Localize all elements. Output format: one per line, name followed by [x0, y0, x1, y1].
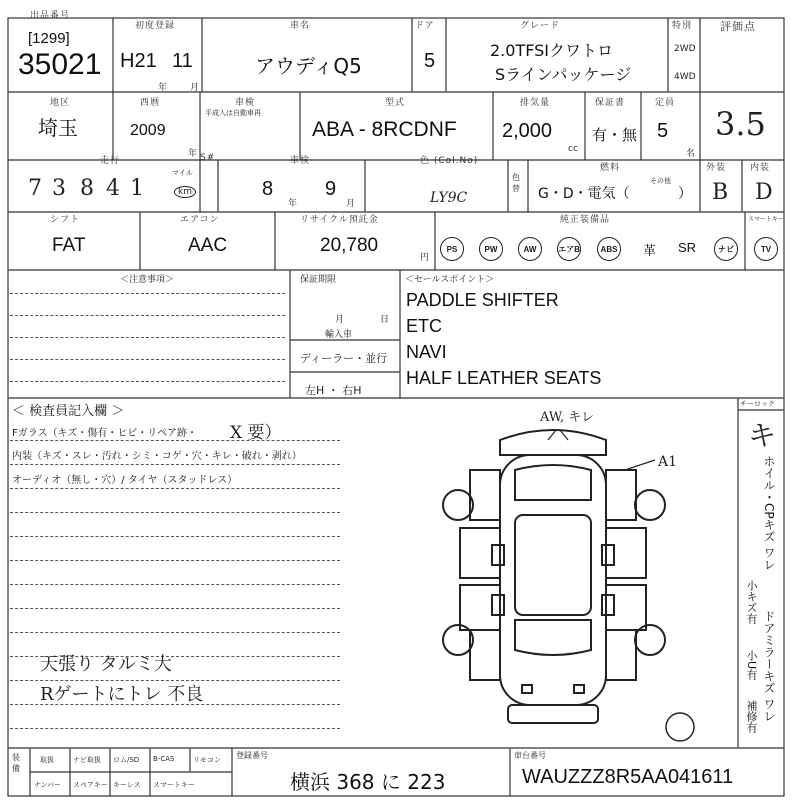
- exterior-grade: B: [712, 180, 729, 205]
- warranty-day: 日: [380, 315, 390, 325]
- sales-point-3: NAVI: [406, 342, 447, 362]
- caution-line: [10, 359, 285, 360]
- footer-label-plate: ナンバー: [34, 781, 62, 789]
- inspection-month-unit: 月: [346, 199, 356, 209]
- seats-unit: 名: [686, 149, 696, 159]
- inspector-line-glass: Fガラス（キズ・傷有・ヒビ・リペア跡・: [12, 428, 198, 439]
- exterior-label: 外装: [706, 163, 727, 173]
- lot-number: 35021: [18, 48, 102, 81]
- hand-label: 左H ・ 右H: [305, 384, 362, 397]
- footer-label-remote: リモコン: [193, 756, 221, 764]
- area-value: 埼玉: [38, 116, 78, 140]
- chassis-number: WAUZZZ8R5AA041611: [522, 766, 734, 788]
- color-code: LY9C: [430, 190, 468, 206]
- sales-point-2: ETC: [406, 316, 442, 336]
- shift-value: FAT: [52, 235, 86, 256]
- right-column-mark: キ: [748, 419, 777, 452]
- first-reg-label: 初度登録: [135, 21, 176, 31]
- inspector-line: [10, 608, 340, 609]
- equip-ps: PS: [440, 237, 464, 261]
- area-label: 地区: [50, 98, 71, 108]
- sales-point-label: ＜セールスポイント＞: [405, 275, 495, 285]
- inspection-label: 車検: [290, 156, 311, 166]
- recycle-value: 20,780: [320, 235, 379, 256]
- recycle-label: リサイクル預託金: [300, 215, 379, 225]
- inspector-line: [10, 560, 340, 561]
- fuel-other-label: その他: [650, 177, 671, 185]
- warranty-value: 有・無: [592, 126, 638, 144]
- handwritten-note-1: 天張り タルミ大: [40, 654, 172, 675]
- inspection-year-unit: 年: [288, 199, 298, 209]
- small-note-2: 小U有: [745, 650, 758, 681]
- month-unit: 月: [190, 83, 200, 93]
- car-diagram: [443, 430, 694, 741]
- equip-pw: PW: [479, 237, 503, 261]
- equipment-label: 純正装備品: [560, 215, 611, 225]
- reg-number-label: 登録番号: [236, 751, 268, 760]
- diagram-note-2: A1: [658, 454, 678, 470]
- drive-4wd: 4WD: [674, 72, 696, 82]
- dealer-label: ディーラー・並行: [300, 352, 388, 365]
- drive-2wd: 2WD: [674, 44, 696, 54]
- sno-label: S#: [200, 153, 216, 163]
- equip-airbag: エアB: [557, 237, 581, 261]
- caution-line: [10, 337, 285, 338]
- year-unit: 年: [158, 83, 168, 93]
- score-value: 3.5: [715, 105, 766, 143]
- inspector-line: [10, 584, 340, 585]
- model-label: 型式: [385, 98, 406, 108]
- inspector-glass-hand: X 要）: [230, 423, 282, 443]
- footer-label-rom: ロム/SD: [113, 756, 140, 764]
- mileage-digit-3: 8: [80, 176, 94, 201]
- seats-label: 定員: [655, 98, 676, 108]
- right-note-mirror: ドアミラーキズ ワレ: [762, 610, 776, 722]
- door-count: 5: [424, 50, 436, 72]
- caution-label: ＜注意事項＞: [120, 275, 175, 285]
- ac-value: AAC: [188, 235, 228, 256]
- warranty-exp-label: 保証期限: [300, 275, 337, 285]
- caution-line: [10, 315, 285, 316]
- model-value: ABA - 8RCDNF: [312, 118, 457, 141]
- warranty-label: 保証書: [595, 98, 626, 108]
- interior-grade: D: [755, 180, 773, 205]
- car-name: アウディQ5: [255, 54, 362, 78]
- equip-navi: ナビ: [714, 237, 738, 261]
- shaken-label: 車検: [235, 98, 256, 108]
- car-name-label: 車名: [290, 21, 311, 31]
- footer-label-smart-key: スマートキー: [153, 781, 195, 789]
- chassis-number-label: 車台番号: [514, 751, 546, 760]
- inspector-line: [10, 512, 340, 513]
- caution-line: [10, 381, 285, 382]
- shaken-sub: 平成入は自動車再: [205, 109, 261, 117]
- inspector-line: [10, 632, 340, 633]
- recycle-unit: 円: [420, 253, 430, 263]
- footer-label-handling: 取扱: [40, 756, 54, 764]
- cc-unit: cc: [568, 144, 578, 154]
- footer-label-spare-key: スペアキー: [73, 781, 108, 789]
- grade-line1: 2.0TFSIクワトロ: [490, 41, 614, 60]
- mile-unit: マイル: [172, 169, 193, 177]
- year-value: 2009: [130, 122, 166, 139]
- lot-number-label: 出品番号: [30, 11, 71, 21]
- caution-line: [10, 293, 285, 294]
- mileage-digit-5: 1: [130, 176, 144, 201]
- score-label: 評価点: [720, 20, 756, 33]
- sales-point-1: PADDLE SHIFTER: [406, 290, 559, 310]
- interior-label: 内装: [750, 163, 771, 173]
- fuel-close: ）: [678, 185, 692, 201]
- equip-aw: AW: [518, 237, 542, 261]
- lot-bracket: [1299]: [28, 30, 70, 47]
- fuel-label: 燃料: [600, 163, 621, 173]
- footer-label-keyless: キーレス: [113, 781, 141, 789]
- mileage-digit-1: 7: [28, 176, 42, 201]
- footer-label-navi: ナビ取扱: [73, 756, 101, 764]
- inspection-year: 8: [262, 178, 274, 200]
- sales-point-4: HALF LEATHER SEATS: [406, 368, 602, 388]
- year-label: 西暦: [140, 98, 161, 108]
- first-reg-year: H21: [120, 50, 157, 72]
- inspector-line: [10, 488, 340, 489]
- footer-side-label: 装備: [12, 753, 20, 773]
- inspection-month: 9: [325, 178, 337, 200]
- import-label: 輸入車: [325, 330, 353, 340]
- mileage-digit-2: 3: [52, 176, 66, 201]
- right-note-wheel: ホイル・CPキズ ワレ: [762, 455, 776, 571]
- reg-number: 横浜 368 に 223: [290, 770, 446, 794]
- shift-label: シフト: [50, 215, 81, 225]
- cc-label: 排気量: [520, 98, 551, 108]
- diagram-note-1: AW, キレ: [540, 410, 595, 425]
- mileage-digit-4: 4: [106, 176, 120, 201]
- inspector-title: ＜ 検査員記入欄 ＞: [12, 404, 125, 419]
- small-note-3: 補修有: [745, 700, 758, 733]
- right-column-label: チーロック: [740, 400, 775, 408]
- equip-abs: ABS: [597, 237, 621, 261]
- door-label: ドア: [415, 21, 435, 31]
- footer-label-bcas: B-CAS: [153, 755, 175, 763]
- handwritten-note-2: Rゲートにトレ 不良: [40, 684, 204, 705]
- inspector-line-interior: 内装（キズ・スレ・汚れ・シミ・コゲ・穴・キレ・破れ・剥れ）: [12, 451, 302, 462]
- first-reg-month: 11: [172, 50, 193, 72]
- keyless-label: スマートキー: [748, 216, 784, 223]
- warranty-month: 月: [335, 315, 345, 325]
- equip-leather: 革: [643, 244, 657, 259]
- color-label: 色 (Col.No): [420, 156, 479, 166]
- inspector-line: [10, 440, 340, 441]
- grade-line2: Sラインパッケージ: [495, 65, 632, 84]
- small-note-1: 小キズ有: [745, 580, 758, 624]
- inspector-line: [10, 536, 340, 537]
- ac-label: エアコン: [180, 215, 220, 225]
- grade-label: グレード: [520, 21, 561, 31]
- km-unit: km: [174, 186, 196, 198]
- inspector-line: [10, 728, 340, 729]
- seats-value: 5: [657, 120, 669, 142]
- fuel-value: G・D・電気（: [538, 186, 630, 202]
- year-suffix: 年: [188, 149, 198, 159]
- color-change-label: 色替: [512, 173, 520, 193]
- inspector-line-audio: オーディオ（無し・穴）/ タイヤ（スタッドレス）: [12, 475, 238, 486]
- inspector-line: [10, 464, 340, 465]
- special-label: 特別: [672, 21, 693, 31]
- mileage-label: 走行: [100, 156, 121, 166]
- equip-sr: SR: [678, 240, 697, 255]
- equip-tv: TV: [754, 237, 778, 261]
- cc-value: 2,000: [502, 120, 553, 142]
